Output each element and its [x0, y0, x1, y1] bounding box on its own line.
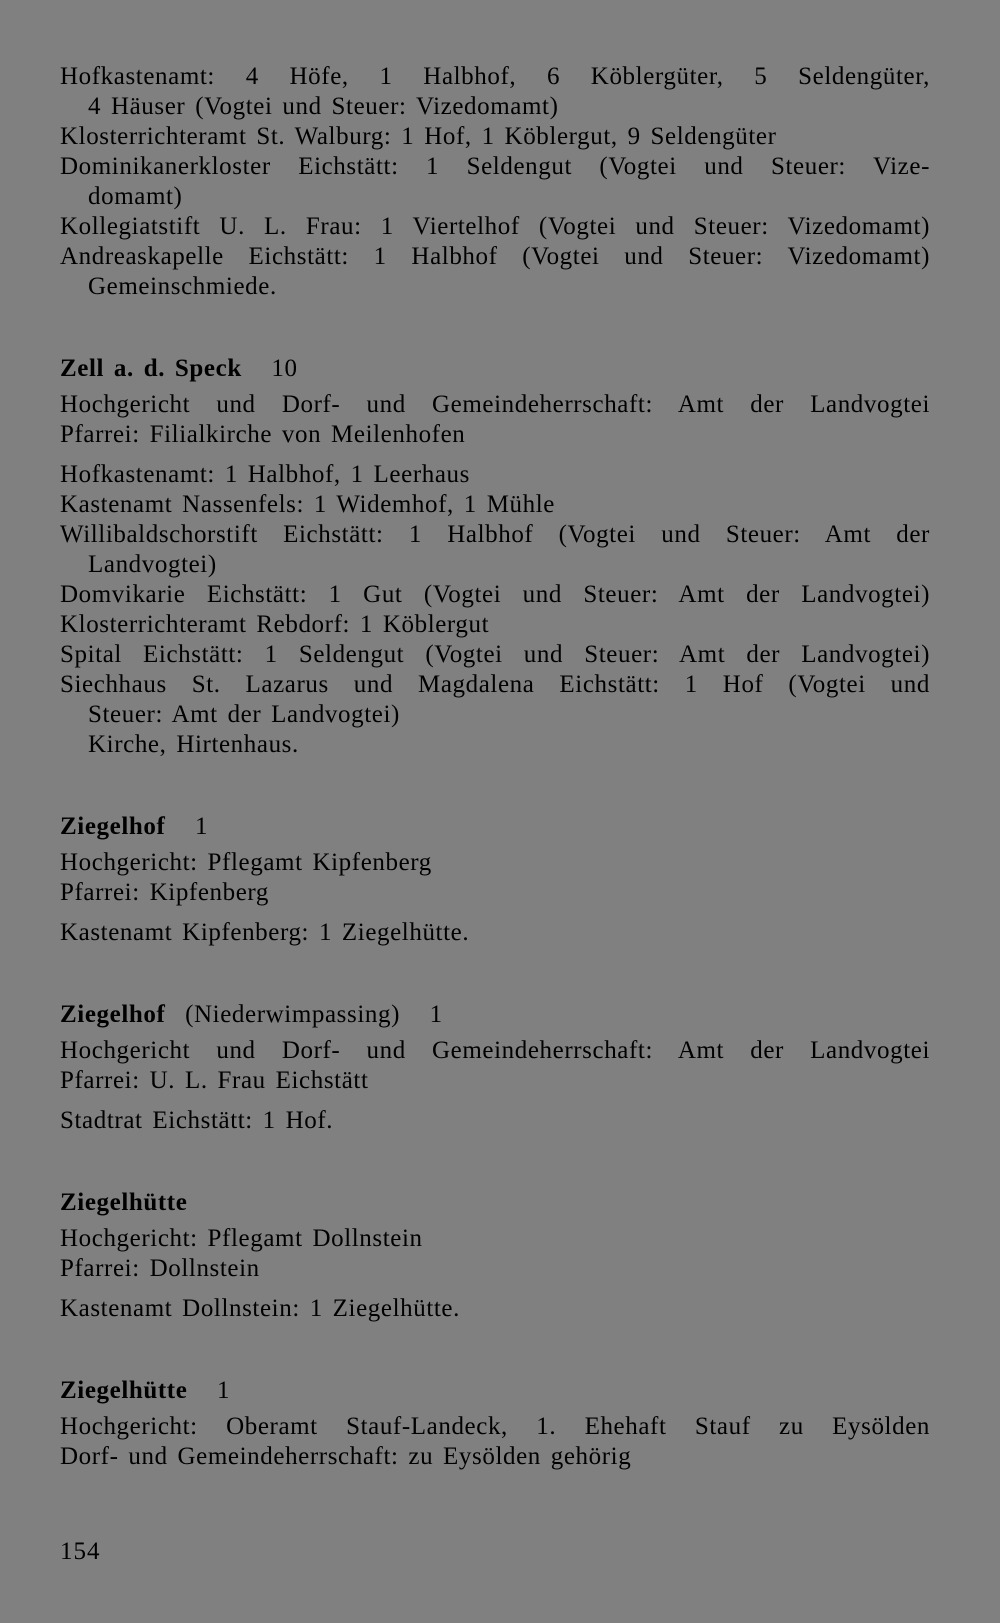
holding-line: Andreaskapelle Eichstätt: 1 Halbhof (Vogtei und Steuer: Vizedomamt) — [60, 243, 930, 270]
entry-ziegelhuette-dollnstein — [60, 1188, 930, 1324]
holding-line: Kastenamt Dollnstein: 1 Ziegelhütte. — [60, 1295, 460, 1322]
page-number: 154 — [60, 1538, 101, 1565]
entry-heading — [60, 1000, 930, 1030]
jurisdiction-line: Hochgericht: Pflegamt Dollnstein — [60, 1225, 423, 1252]
jurisdiction-line: Hochgericht: Oberamt Stauf-Landeck, 1. Ehehaft Stauf zu Eysölden — [60, 1413, 930, 1440]
holding-line: Steuer: Amt der Landvogtei) — [88, 701, 400, 728]
parish-line: Pfarrei: U. L. Frau Eichstätt — [60, 1067, 369, 1094]
holding-line: Kollegiatstift U. L. Frau: 1 Viertelhof (Vogtei und Steuer: Vizedomamt) — [60, 213, 930, 240]
holding-line: Klosterrichteramt Rebdorf: 1 Köblergut — [60, 611, 490, 638]
holding-line: Stadtrat Eichstätt: 1 Hof. — [60, 1107, 334, 1134]
entry-heading — [60, 1188, 930, 1218]
entry-qualifier: (Niederwimpassing) — [185, 1001, 401, 1028]
holding-line: Hofkastenamt: 4 Höfe, 1 Halbhof, 6 Köblergüter, 5 Seldengüter, — [60, 63, 930, 90]
entry-count: 1 — [429, 1001, 443, 1028]
entry-zell — [60, 354, 930, 760]
entry-name: Ziegelhof — [60, 813, 166, 840]
holding-line: Hofkastenamt: 1 Halbhof, 1 Leerhaus — [60, 461, 470, 488]
holding-line: 4 Häuser (Vogtei und Steuer: Vizedomamt) — [88, 93, 559, 120]
entry-heading — [60, 1376, 930, 1406]
entry-ziegelhuette-stauf — [60, 1376, 930, 1472]
intro-block — [60, 62, 930, 302]
entry-ziegelhof — [60, 812, 930, 948]
holding-line: Domvikarie Eichstätt: 1 Gut (Vogtei und Steuer: Amt der Landvogtei) — [60, 581, 930, 608]
entry-name: Ziegelhütte — [60, 1377, 188, 1404]
jurisdiction-line: Dorf- und Gemeindeherrschaft: zu Eysölden gehörig — [60, 1443, 632, 1470]
entry-ziegelhof-niederwimpassing — [60, 1000, 930, 1136]
holding-line: Kastenamt Nassenfels: 1 Widemhof, 1 Mühle — [60, 491, 555, 518]
jurisdiction-line: Hochgericht und Dorf- und Gemeindeherrschaft: Amt der Landvogtei — [60, 1037, 930, 1064]
entry-name: Ziegelhütte — [60, 1189, 188, 1216]
parish-line: Pfarrei: Dollnstein — [60, 1255, 260, 1282]
holding-line: Klosterrichteramt St. Walburg: 1 Hof, 1 Köblergut, 9 Seldengüter — [60, 123, 777, 150]
entry-name: Zell a. d. Speck — [60, 355, 242, 382]
holding-line: Landvogtei) — [88, 551, 217, 578]
holding-line: Dominikanerkloster Eichstätt: 1 Seldengut (Vogtei und Steuer: Vize- — [60, 153, 930, 180]
entry-count: 1 — [216, 1377, 231, 1404]
entry-name: Ziegelhof — [60, 1001, 166, 1028]
entry-count: 1 — [194, 813, 209, 840]
entry-heading — [60, 354, 930, 384]
holding-line: Spital Eichstätt: 1 Seldengut (Vogtei und Steuer: Amt der Landvogtei) — [60, 641, 930, 668]
holding-line: Gemeinschmiede. — [88, 273, 277, 300]
jurisdiction-line: Hochgericht und Dorf- und Gemeindeherrschaft: Amt der Landvogtei — [60, 391, 930, 418]
jurisdiction-line: Hochgericht: Pflegamt Kipfenberg — [60, 849, 432, 876]
holding-line: domamt) — [88, 183, 183, 210]
holding-line: Willibaldschorstift Eichstätt: 1 Halbhof (Vogtei und Steuer: Amt der — [60, 521, 930, 548]
holding-line: Kastenamt Kipfenberg: 1 Ziegelhütte. — [60, 919, 470, 946]
holding-line: Kirche, Hirtenhaus. — [88, 731, 299, 758]
parish-line: Pfarrei: Filialkirche von Meilenhofen — [60, 421, 466, 448]
entry-heading — [60, 812, 930, 842]
holding-line: Siechhaus St. Lazarus und Magdalena Eichstätt: 1 Hof (Vogtei und — [60, 671, 930, 698]
parish-line: Pfarrei: Kipfenberg — [60, 879, 270, 906]
page-body — [60, 62, 930, 1472]
entry-count: 10 — [271, 355, 298, 382]
